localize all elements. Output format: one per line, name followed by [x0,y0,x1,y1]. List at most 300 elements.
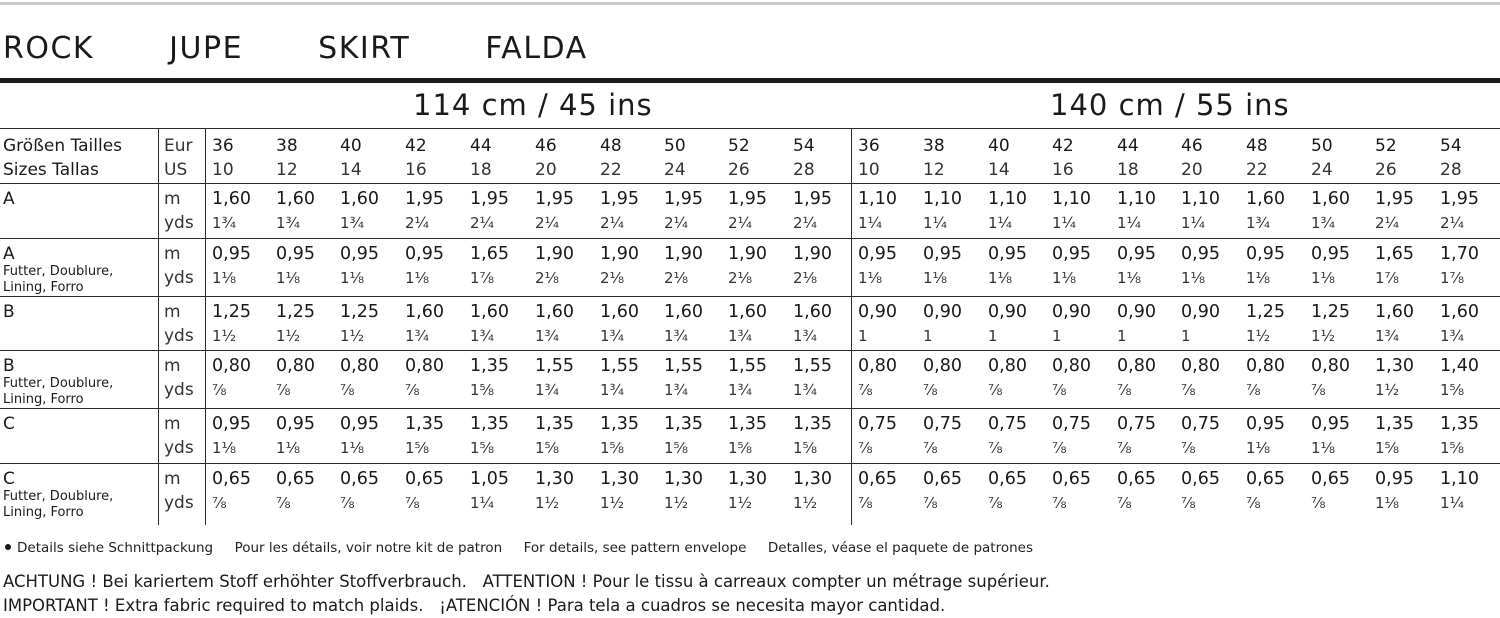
meters-value: 1,95 [405,189,444,209]
row-sublabel: Futter, Doublure, [3,489,114,504]
meters-value: 1,95 [1375,189,1414,209]
yards-value: ⅞ [1117,494,1132,512]
yards-value: 1⅛ [212,269,237,287]
yards-value: 1⅝ [664,439,689,457]
meters-value: 1,60 [1246,189,1285,209]
meters-value: 1,55 [664,356,703,376]
unit-m: m [164,302,181,322]
yards-value: ⅞ [988,381,1003,399]
header-rule [0,183,1500,184]
meters-value: 0,95 [1246,244,1285,264]
yards-value: ⅞ [340,494,355,512]
meters-value: 1,40 [1440,356,1479,376]
unit-label-us: US [164,160,188,180]
yards-value: 1¾ [793,381,818,399]
row-rule [0,350,1500,351]
yards-value: ⅞ [1052,439,1067,457]
meters-value: 0,95 [1052,244,1091,264]
yards-value: ⅞ [1052,494,1067,512]
eur-size: 36 [212,136,234,156]
yards-value: ⅞ [340,381,355,399]
meters-value: 0,80 [923,356,962,376]
meters-value: 1,10 [988,189,1027,209]
row-sublabel: Futter, Doublure, [3,376,114,391]
yards-value: 1¾ [1375,327,1400,345]
meters-value: 0,65 [340,469,379,489]
meters-value: 0,80 [340,356,379,376]
us-size: 28 [1440,160,1462,180]
yards-value: ⅞ [276,381,291,399]
yards-value: 1½ [664,494,689,512]
meters-value: 1,90 [535,244,574,264]
us-size: 12 [276,160,298,180]
yardage-table [0,128,1500,525]
yards-value: 2¼ [1375,214,1400,232]
meters-value: 0,65 [1181,469,1220,489]
yards-value: ⅞ [1117,381,1132,399]
meters-value: 1,35 [793,414,832,434]
unit-m: m [164,356,181,376]
unit-m: m [164,189,181,209]
row-label: A [3,244,15,264]
meters-value: 0,95 [1375,469,1414,489]
yards-value: 2¼ [1440,214,1465,232]
yards-value: 1⅛ [340,269,365,287]
meters-value: 0,65 [1052,469,1091,489]
yards-value: 1⅝ [405,439,430,457]
yards-value: 1⅝ [1375,439,1400,457]
meters-value: 0,65 [1117,469,1156,489]
meters-value: 0,90 [1052,302,1091,322]
yards-value: 1½ [535,494,560,512]
yards-value: ⅞ [276,494,291,512]
meters-value: 0,65 [858,469,897,489]
yards-value: 1⅛ [1181,269,1206,287]
meters-value: 0,65 [276,469,315,489]
meters-value: 1,65 [470,244,509,264]
meters-value: 0,95 [1311,244,1350,264]
title-rule [0,78,1500,83]
yards-value: ⅞ [212,381,227,399]
yards-value: ⅞ [1246,494,1261,512]
yards-value: 1⅛ [276,269,301,287]
yards-value: 1¾ [405,327,430,345]
unit-yds: yds [164,493,194,513]
row-sublabel: Lining, Forro [3,280,84,295]
meters-value: 0,75 [923,414,962,434]
meters-value: 0,65 [988,469,1027,489]
yards-value: 1¾ [600,327,625,345]
meters-value: 1,60 [212,189,251,209]
meters-value: 0,75 [1181,414,1220,434]
meters-value: 0,80 [988,356,1027,376]
bullet-icon [5,544,11,550]
yards-value: 1¾ [535,327,560,345]
eur-size: 44 [470,136,492,156]
yards-value: 1 [923,327,933,345]
meters-value: 1,30 [535,469,574,489]
meters-value: 1,65 [1375,244,1414,264]
us-size: 18 [470,160,492,180]
meters-value: 1,30 [664,469,703,489]
row-label: B [3,356,15,376]
meters-value: 1,35 [664,414,703,434]
meters-value: 1,55 [600,356,639,376]
fabric-divider [851,128,852,525]
meters-value: 0,90 [1181,302,1220,322]
yards-value: 2⅛ [793,269,818,287]
meters-value: 0,95 [340,244,379,264]
meters-value: 1,55 [535,356,574,376]
meters-value: 0,80 [212,356,251,376]
meters-value: 0,80 [1311,356,1350,376]
yards-value: 2⅛ [728,269,753,287]
yards-value: 1⅛ [1052,269,1077,287]
us-size: 24 [1311,160,1333,180]
yards-value: 1¾ [276,214,301,232]
row-rule [0,463,1500,464]
yards-value: 1¾ [1440,327,1465,345]
eur-size: 46 [1181,136,1203,156]
meters-value: 1,90 [664,244,703,264]
us-size: 22 [600,160,622,180]
yards-value: 1½ [340,327,365,345]
plaid-warning-line-1: ACHTUNG ! Bei kariertem Stoff erhöhter Stoffverbrauch. ATTENTION ! Pour le tissu à carreaux compter un métrage supérieur. [3,572,1050,591]
eur-size: 42 [1052,136,1074,156]
yards-value: 1¼ [988,214,1013,232]
meters-value: 0,95 [1246,414,1285,434]
yards-value: 1 [858,327,868,345]
meters-value: 0,65 [405,469,444,489]
yards-value: 1⅛ [1311,269,1336,287]
details-note-text: Details siehe Schnittpackung Pour les détails, voir notre kit de patron For details, see pattern envelope Detalles, véase el paquete de patrones [17,540,1034,556]
meters-value: 1,30 [1375,356,1414,376]
meters-value: 0,90 [923,302,962,322]
meters-value: 0,95 [276,414,315,434]
us-size: 26 [728,160,750,180]
meters-value: 1,25 [276,302,315,322]
yards-value: 1⅞ [1375,269,1400,287]
meters-value: 0,95 [988,244,1027,264]
yards-value: 1¼ [470,494,495,512]
yards-value: 1⅛ [1246,269,1271,287]
meters-value: 1,95 [793,189,832,209]
eur-size: 46 [535,136,557,156]
row-sublabel: Futter, Doublure, [3,264,114,279]
eur-size: 54 [793,136,815,156]
fabric-width-140: 140 cm / 55 ins [1050,88,1290,122]
yards-value: ⅞ [923,494,938,512]
meters-value: 1,95 [600,189,639,209]
meters-value: 1,60 [728,302,767,322]
yards-value: 1¼ [1052,214,1077,232]
meters-value: 1,95 [535,189,574,209]
yards-value: ⅞ [858,381,873,399]
meters-value: 0,95 [340,414,379,434]
row-label: C [3,469,15,489]
yards-value: 1½ [212,327,237,345]
yards-value: 1½ [1246,327,1271,345]
meters-value: 1,10 [1117,189,1156,209]
size-label-line-2: Sizes Tallas [3,160,99,180]
yards-value: 1⅛ [405,269,430,287]
yards-value: 2⅛ [535,269,560,287]
yards-value: 1⅞ [1440,269,1465,287]
unit-m: m [164,469,181,489]
page-title: ROCK JUPE SKIRT FALDA [3,31,588,66]
yards-value: 1⅝ [1440,439,1465,457]
meters-value: 0,95 [405,244,444,264]
meters-value: 0,95 [276,244,315,264]
row-rule [0,238,1500,239]
yards-value: ⅞ [405,494,420,512]
table-top-rule [0,128,1500,129]
unit-yds: yds [164,268,194,288]
meters-value: 0,80 [1052,356,1091,376]
yards-value: ⅞ [858,439,873,457]
us-size: 12 [923,160,945,180]
meters-value: 1,95 [664,189,703,209]
yards-value: 2⅛ [600,269,625,287]
meters-value: 0,75 [988,414,1027,434]
meters-value: 1,60 [1375,302,1414,322]
us-size: 26 [1375,160,1397,180]
unit-label-eur: Eur [164,136,193,156]
yards-value: 1⅝ [470,439,495,457]
meters-value: 1,35 [728,414,767,434]
yards-value: 1½ [793,494,818,512]
yards-value: 1 [988,327,998,345]
size-label-line-1: Größen Tailles [3,136,123,156]
meters-value: 1,35 [1440,414,1479,434]
yards-value: ⅞ [988,494,1003,512]
yards-value: ⅞ [1181,494,1196,512]
yards-value: 1¾ [340,214,365,232]
meters-value: 1,10 [1440,469,1479,489]
meters-value: 0,80 [858,356,897,376]
label-divider [158,128,159,525]
eur-size: 36 [858,136,880,156]
us-size: 24 [664,160,686,180]
meters-value: 0,65 [1246,469,1285,489]
meters-value: 1,10 [923,189,962,209]
meters-value: 0,80 [276,356,315,376]
meters-value: 0,90 [858,302,897,322]
yards-value: 1⅛ [1117,269,1142,287]
yards-value: ⅞ [1246,381,1261,399]
meters-value: 1,25 [1311,302,1350,322]
yards-value: 2¼ [470,214,495,232]
meters-value: 0,95 [923,244,962,264]
meters-value: 1,60 [405,302,444,322]
yards-value: 1⅝ [535,439,560,457]
meters-value: 1,55 [728,356,767,376]
yards-value: 1¼ [1440,494,1465,512]
unit-divider [205,128,206,525]
yards-value: ⅞ [1311,381,1326,399]
us-size: 16 [1052,160,1074,180]
yards-value: ⅞ [1311,494,1326,512]
meters-value: 1,60 [1440,302,1479,322]
meters-value: 1,60 [793,302,832,322]
yards-value: 2¼ [664,214,689,232]
meters-value: 1,10 [858,189,897,209]
us-size: 10 [858,160,880,180]
meters-value: 0,80 [1181,356,1220,376]
yards-value: 2¼ [728,214,753,232]
eur-size: 48 [1246,136,1268,156]
meters-value: 0,90 [988,302,1027,322]
unit-yds: yds [164,326,194,346]
meters-value: 1,95 [728,189,767,209]
yards-value: 1⅛ [1375,494,1400,512]
row-sublabel: Lining, Forro [3,505,84,520]
meters-value: 0,75 [1052,414,1091,434]
us-size: 10 [212,160,234,180]
yards-value: 1⅛ [340,439,365,457]
yards-value: 1⅝ [1440,381,1465,399]
meters-value: 1,60 [1311,189,1350,209]
yards-value: 1¾ [535,381,560,399]
eur-size: 44 [1117,136,1139,156]
meters-value: 1,55 [793,356,832,376]
yards-value: ⅞ [1181,381,1196,399]
meters-value: 1,25 [212,302,251,322]
yards-value: 1⅛ [276,439,301,457]
meters-value: 1,60 [535,302,574,322]
yards-value: ⅞ [212,494,227,512]
yards-value: 1¾ [728,327,753,345]
yards-value: ⅞ [1181,439,1196,457]
yards-value: 1½ [600,494,625,512]
meters-value: 1,30 [600,469,639,489]
meters-value: 1,05 [470,469,509,489]
yards-value: 1¾ [470,327,495,345]
yards-value: 1¾ [1311,214,1336,232]
yards-value: 1⅝ [728,439,753,457]
meters-value: 0,95 [1117,244,1156,264]
us-size: 28 [793,160,815,180]
eur-size: 38 [923,136,945,156]
meters-value: 1,95 [470,189,509,209]
yards-value: 1¼ [1181,214,1206,232]
yards-value: ⅞ [1117,439,1132,457]
us-size: 22 [1246,160,1268,180]
meters-value: 0,95 [1181,244,1220,264]
yards-value: 1¼ [923,214,948,232]
yards-value: 1¾ [664,381,689,399]
yards-value: 1½ [728,494,753,512]
yards-value: 1 [1052,327,1062,345]
unit-yds: yds [164,438,194,458]
meters-value: 1,35 [470,356,509,376]
meters-value: 1,95 [1440,189,1479,209]
plaid-warning-line-2: IMPORTANT ! Extra fabric required to match plaids. ¡ATENCIÓN ! Para tela a cuadros se necesita mayor cantidad. [3,596,946,615]
meters-value: 1,35 [1375,414,1414,434]
eur-size: 50 [664,136,686,156]
yards-value: 1⅝ [600,439,625,457]
yards-value: 1½ [276,327,301,345]
unit-yds: yds [164,380,194,400]
yards-value: 1⅛ [858,269,883,287]
unit-yds: yds [164,213,194,233]
meters-value: 1,35 [470,414,509,434]
eur-size: 38 [276,136,298,156]
meters-value: 1,90 [793,244,832,264]
yards-value: 2⅛ [664,269,689,287]
meters-value: 1,25 [340,302,379,322]
yards-value: ⅞ [1052,381,1067,399]
yards-value: ⅞ [988,439,1003,457]
eur-size: 40 [340,136,362,156]
details-note [3,540,1033,556]
meters-value: 1,30 [728,469,767,489]
us-size: 18 [1117,160,1139,180]
meters-value: 1,10 [1181,189,1220,209]
fabric-width-114: 114 cm / 45 ins [413,88,653,122]
yards-value: 1¾ [728,381,753,399]
meters-value: 0,95 [858,244,897,264]
meters-value: 1,60 [664,302,703,322]
meters-value: 0,95 [1311,414,1350,434]
meters-value: 1,35 [600,414,639,434]
yards-value: 1⅛ [1311,439,1336,457]
yards-value: 1¾ [1246,214,1271,232]
yards-value: 1¾ [793,327,818,345]
meters-value: 0,75 [858,414,897,434]
yards-value: 1⅛ [212,439,237,457]
meters-value: 0,80 [1246,356,1285,376]
top-rule [0,2,1500,5]
yards-value: 1¾ [212,214,237,232]
row-label: C [3,414,15,434]
yards-value: 1 [1181,327,1191,345]
yards-value: 1⅛ [923,269,948,287]
meters-value: 0,80 [405,356,444,376]
meters-value: 1,90 [600,244,639,264]
meters-value: 1,30 [793,469,832,489]
meters-value: 1,60 [600,302,639,322]
eur-size: 52 [728,136,750,156]
meters-value: 1,35 [405,414,444,434]
yards-value: 1¾ [600,381,625,399]
yards-value: 1⅛ [988,269,1013,287]
meters-value: 0,95 [212,414,251,434]
yards-value: 2¼ [405,214,430,232]
eur-size: 54 [1440,136,1462,156]
us-size: 14 [340,160,362,180]
row-label: B [3,302,15,322]
unit-m: m [164,244,181,264]
yards-value: 1¼ [1117,214,1142,232]
meters-value: 1,10 [1052,189,1091,209]
meters-value: 1,70 [1440,244,1479,264]
eur-size: 42 [405,136,427,156]
us-size: 20 [535,160,557,180]
yards-value: 1⅞ [470,269,495,287]
yards-value: 2¼ [600,214,625,232]
row-rule [0,408,1500,409]
yards-value: 1 [1117,327,1127,345]
meters-value: 0,75 [1117,414,1156,434]
row-rule [0,296,1500,297]
us-size: 20 [1181,160,1203,180]
meters-value: 1,60 [276,189,315,209]
us-size: 16 [405,160,427,180]
meters-value: 0,90 [1117,302,1156,322]
meters-value: 0,65 [1311,469,1350,489]
yards-value: ⅞ [858,494,873,512]
